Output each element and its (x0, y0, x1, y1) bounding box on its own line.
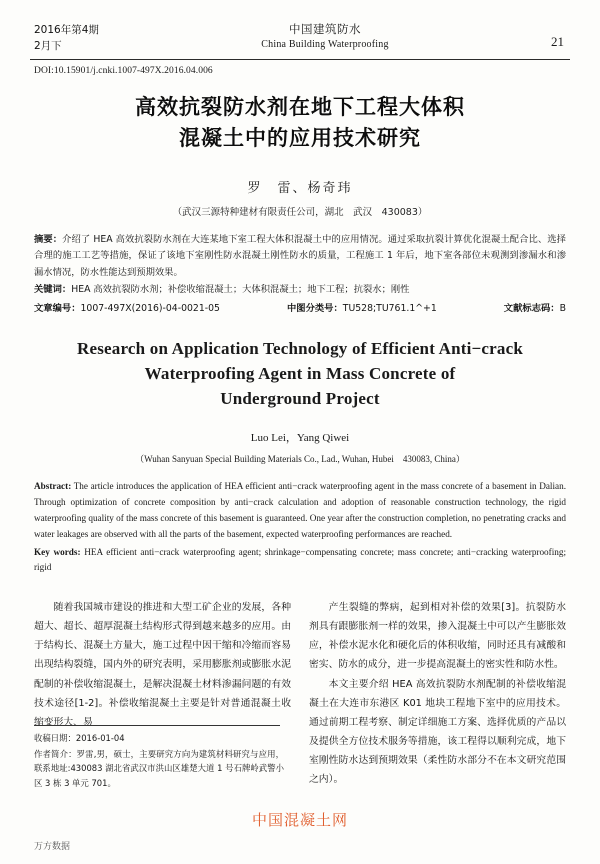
clc-number (287, 301, 437, 318)
keywords-cn-text: HEA 高效抗裂防水剂；补偿收缩混凝土；大体积混凝土；地下工程；抗裂水；刚性 (71, 284, 410, 296)
article-number-label: 文章编号： (34, 302, 81, 314)
keywords-cn (34, 282, 566, 299)
author-bio-text: 罗雷,男，硕士，主要研究方向为建筑材料研究与应用，联系地址:430083 湖北省武汉市洪山区雄楚大道 1 号石牌岭武警小区 3 栋 3 单元 701。 (34, 749, 285, 788)
body-column-right (309, 598, 566, 789)
issue-info (34, 22, 99, 55)
journal-name (261, 21, 388, 50)
authors-cn: 罗 雷、杨奇玮 (247, 180, 353, 196)
affiliation-cn: （武汉三源特种建材有限责任公司，湖北 武汉 430083） (172, 206, 428, 218)
keywords-en (34, 545, 566, 577)
issue-month-line: 2月下 (34, 40, 62, 53)
article-meta-line (34, 301, 566, 318)
affiliation-en: （Wuhan Sanyuan Special Building Materials Co., Lad., Wuhan, Hubei 430083, China） (135, 454, 465, 465)
page-title-en-line-3: Underground Project (220, 388, 380, 408)
body-paragraph: 随着我国城市建设的推进和大型工矿企业的发展，各种超大、超长、超厚混凝土结构形式得到越来越多的应用。由于结构长、混凝土方量大，施工过程中因干缩和冷缩而容易出现结构裂缝，国内外的研究表明，采用膨胀剂或膨胀水泥配制的补偿收缩混凝土，是解决混凝土材料渗漏问题的有效技术途径[1-2]。补偿收缩混凝土主要是针对普通混凝土收缩变形大、易 (34, 602, 291, 728)
keywords-cn-label: 关键词： (34, 284, 72, 296)
authors-en: Luo Lei，Yang Qiwei (250, 432, 350, 445)
page-title-en-line-2: Waterproofing Agent in Mass Concrete of (144, 363, 456, 383)
clc-value: TU528;TU761.1^+1 (342, 302, 437, 314)
journal-name-en: China Building Waterproofing (261, 39, 389, 50)
document-code (504, 301, 566, 318)
keywords-en-label: Key words: (34, 546, 81, 557)
footnote-block (34, 725, 284, 792)
document-code-value: B (559, 302, 566, 314)
clc-label: 中图分类号： (286, 302, 343, 314)
received-date-value: 2016-01-04 (75, 732, 125, 743)
issue-year-line: 2016年第4期 (34, 24, 99, 36)
author-bio-label: 作者简介： (34, 749, 77, 760)
abstract-en-text: The article introduces the application of HEA efficient anti−crack waterproofing agent in the mass concrete of a basement in Dalian. Through optimization of concrete composition by anti−crack calculation and adoption of reasonable construction technology, the rigid waterproofing quality of the mass concrete of this basement is guaranteed. One year after the construction completion, no penetrating cracks and water leakages are observed with all the parts of the basement, expected waterproofing performances are reached. (34, 481, 566, 539)
footnote-divider (34, 725, 280, 726)
page-title-line-2: 混凝土中的应用技术研究 (179, 126, 421, 151)
body-paragraph: 本文主要介绍 HEA 高效抗裂防水剂配制的补偿收缩混凝土在大连市东港区 K01 地块工程地下室中的应用技术。通过前期工程考察、制定详细施工方案、选择优质的产品以及提供全方位技术服务等措施，该工程得以顺利完成，地下室刚性防水达到预期效果（柔性防水部分不在本文研究范围之内）。 (309, 678, 566, 785)
author-bio (34, 747, 284, 790)
abstract-cn-label: 摘要： (34, 233, 63, 245)
page-number: 21 (551, 34, 564, 49)
page-title-en-line-1: Research on Application Technology of Efficient Anti−crack (77, 339, 523, 359)
abstract-cn-text: 介绍了 HEA 高效抗裂防水剂在大连某地下室工程大体积混凝土中的应用情况。通过采取抗裂计算优化混凝土配合比、选择合理的施工工艺等措施，保证了该地下室刚性防水混凝土刚性防水的质量，工程施工 1 年后，地下室各部位未观测到渗漏水和渗漏水情况，防水性能达到预期效果。 (34, 233, 566, 278)
journal-name-cn: 中国建筑防水 (288, 22, 361, 36)
abstract-cn (34, 232, 566, 282)
document-code-label: 文献标志码： (503, 302, 560, 314)
watermark-bottom-left: 万方数据 (34, 842, 71, 852)
page-title-en (56, 337, 544, 411)
keywords-en-text: HEA efficient anti−crack waterproofing agent; shrinkage−compensating concrete; mass concrete; anti−cracking waterproofing; rigid (34, 546, 567, 573)
doi-line: DOI:10.15901/j.cnki.1007-497X.2016.04.006 (34, 65, 213, 76)
watermark-center: 中国混凝土网 (251, 811, 348, 829)
running-head (0, 0, 600, 55)
abstract-en (34, 479, 566, 542)
article-number-value: 1007-497X(2016)-04-0021-05 (80, 302, 220, 314)
article-number (34, 301, 220, 318)
abstract-cn-block (34, 232, 566, 318)
page-title-line-1: 高效抗裂防水剂在地下工程大体积 (135, 94, 465, 119)
received-date-label: 收稿日期： (34, 732, 76, 743)
page-title (0, 92, 600, 155)
body-paragraph: 产生裂缝的弊病，起到相对补偿的效果[3]。抗裂防水剂具有跟膨胀剂一样的效果，掺入混凝土中可以产生膨胀效应，补偿水泥水化和硬化后的体积收缩，同时还具有减酸和密实、防水的成分，进一步提高混凝土的密实性和防水性。 (309, 602, 566, 671)
abstract-en-label: Abstract: (34, 481, 72, 492)
abstract-en-block (34, 479, 566, 576)
received-date (34, 731, 284, 745)
